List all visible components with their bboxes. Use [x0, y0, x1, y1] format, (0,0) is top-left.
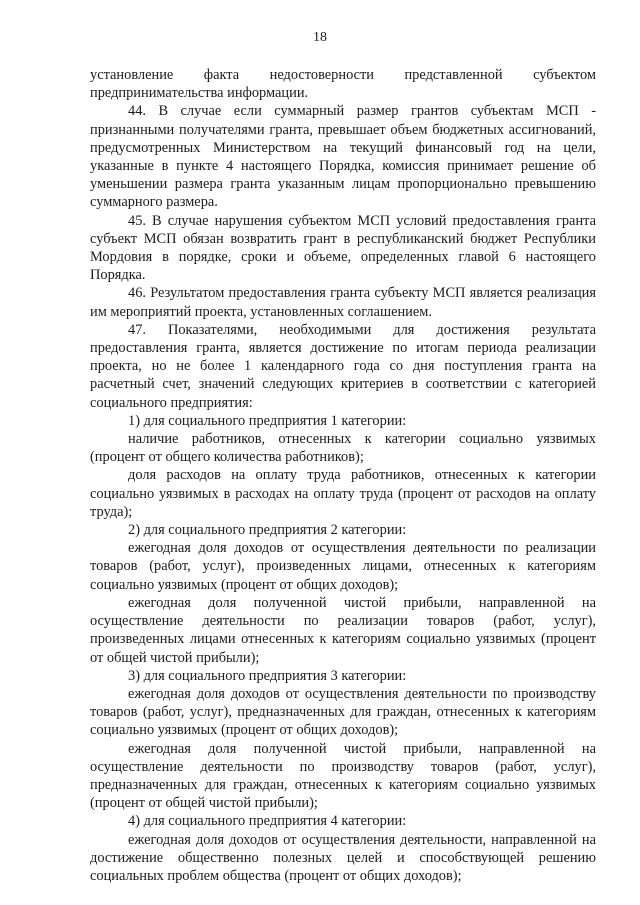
- paragraph: 46. Результатом предоставления гранта субъекту МСП является реализация им мероприятий проекта, установленных соглашением.: [90, 285, 596, 320]
- page-number: 18: [313, 30, 327, 45]
- paragraph: ежегодная доля доходов от осуществления деятельности по производству товаров (работ, услуг), предназначенных для граждан, отнесенных к категориям социально уязвимых (процент от общих доходов);: [90, 685, 596, 739]
- paragraph: 4) для социального предприятия 4 категории:: [128, 813, 407, 830]
- paragraph: ежегодная доля доходов от осуществления деятельности по реализации товаров (работ, услуг), произведенных лицами, отнесенных к категориям социально уязвимых (процент от общих доходов);: [90, 540, 596, 593]
- paragraph: 3) для социального предприятия 3 категории:: [128, 667, 407, 684]
- paragraph: 47. Показателями, необходимыми для достижения результата предоставления гранта, является достижение по итогам периода реализации проекта, но не более 1 календарного года со дня поступления гранта на расчетный счет, значений следующих критериев в соответствии с категорией социального предприятия:: [90, 321, 596, 411]
- paragraph: 44. В случае если суммарный размер грантов субъектам МСП - признанными получателями гранта, превышает объем бюджетных ассигнований, предусмотренных Министерством на текущий финансовый год на цели, указанные в пункте 4 настоящего Порядка, комиссия принимает решение об уменьшении размера гранта указанным лицам пропорционально превышению суммарного размера.: [90, 103, 596, 211]
- document-text: [90, 66, 596, 885]
- paragraph: 45. В случае нарушения субъектом МСП условий предоставления гранта субъект МСП обязан возвратить грант в республиканский бюджет Республики Мордовия в порядке, сроки и объеме, определенных главой 6 настоящего Порядка.: [90, 212, 596, 284]
- paragraph: ежегодная доля полученной чистой прибыли, направленной на осуществление деятельности по реализации товаров (работ, услуг), произведенных лицами отнесенных к категориям социально уязвимых (процент от общей чистой прибыли);: [90, 594, 596, 666]
- paragraph: 2) для социального предприятия 2 категории:: [128, 522, 407, 539]
- paragraph: 1) для социального предприятия 1 категории:: [128, 412, 407, 429]
- paragraph: ежегодная доля доходов от осуществления деятельности, направленной на достижение общественно полезных целей и способствующей решению социальных проблем общества (процент от общих доходов);: [90, 831, 596, 884]
- paragraph: наличие работников, отнесенных к категории социально уязвимых (процент от общего количества работников);: [90, 431, 596, 466]
- paragraph: ежегодная доля полученной чистой прибыли, направленной на осуществление деятельности по производству товаров (работ, услуг), предназначенных для граждан, отнесенных к категориям социально уязвимых (процент от общей чистой прибыли);: [90, 740, 596, 812]
- paragraph: установление факта недостоверности представленной субъектом предпринимательства информации.: [90, 67, 596, 102]
- paragraph: доля расходов на оплату труда работников, отнесенных к категории социально уязвимых в расходах на оплату труда (процент от расходов на оплату труда);: [90, 467, 596, 520]
